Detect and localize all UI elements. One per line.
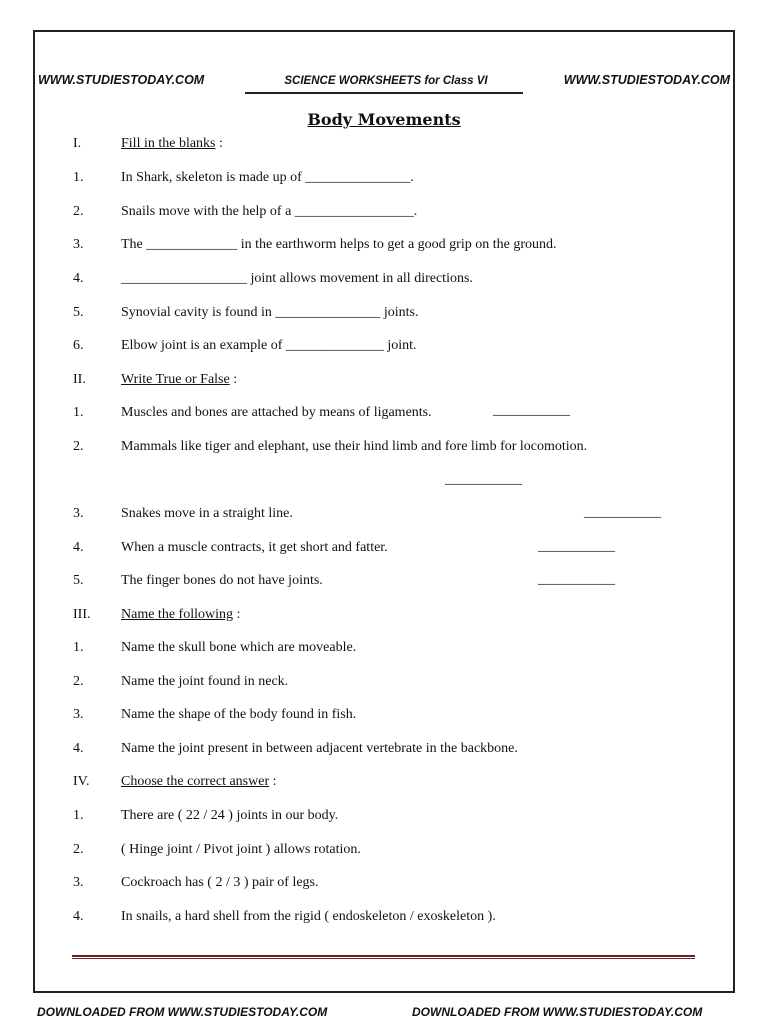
question-text: __________________ joint allows movement in all directions.: [121, 271, 473, 286]
answer-blank: ___________: [493, 403, 570, 418]
question-number: 4.: [73, 909, 84, 924]
section-heading-label: Fill in the blanks: [121, 136, 216, 151]
question-text: Synovial cavity is found in _______________ joints.: [121, 305, 419, 320]
section-heading-label: Choose the correct answer: [121, 774, 270, 789]
page-title: Body Movements: [307, 110, 461, 129]
question-text: Mammals like tiger and elephant, use their hind limb and fore limb for locomotion.: [121, 439, 588, 454]
question-number: 3.: [73, 506, 84, 521]
question-text: Snakes move in a straight line.: [121, 506, 293, 521]
header-left-site: WWW.STUDIESTODAY.COM: [38, 73, 205, 87]
section-heading-suffix: :: [232, 607, 241, 622]
answer-blank: ___________: [538, 539, 615, 554]
question-text: In snails, a hard shell from the rigid ( endoskeleton / exoskeleton ).: [121, 909, 496, 924]
question-text: Name the joint found in neck.: [121, 674, 289, 689]
section-number: I.: [73, 136, 82, 151]
section-heading-suffix: :: [215, 136, 223, 151]
answer-blank: ___________: [445, 472, 522, 487]
question-text: Name the skull bone which are moveable.: [121, 640, 357, 655]
question-number: 4.: [73, 540, 84, 555]
answer-blank: ___________: [538, 572, 615, 587]
question-text: The finger bones do not have joints.: [121, 573, 323, 588]
section-number: IV.: [73, 774, 90, 789]
question-text: There are ( 22 / 24 ) joints in our body.: [121, 808, 339, 823]
question-number: 5.: [73, 305, 84, 320]
question-number: 2.: [73, 842, 84, 857]
question-number: 2.: [73, 439, 84, 454]
question-number: 4.: [73, 271, 84, 286]
section-number: III.: [73, 607, 91, 622]
bottom-rule: [72, 955, 695, 959]
question-number: 2.: [73, 204, 84, 219]
question-number: 6.: [73, 338, 84, 353]
question-number: 1.: [73, 808, 84, 823]
question-number: 1.: [73, 405, 84, 420]
section-heading: [121, 775, 277, 789]
section-heading-label: Write True or False: [121, 372, 230, 387]
section-heading: [121, 137, 223, 151]
footer-left-text: DOWNLOADED FROM WWW.STUDIESTODAY.COM: [37, 1005, 328, 1019]
question-number: 2.: [73, 674, 84, 689]
question-text: Cockroach has ( 2 / 3 ) pair of legs.: [121, 875, 319, 890]
question-number: 3.: [73, 875, 84, 890]
section-heading-label: Name the following: [121, 607, 233, 622]
question-text: ( Hinge joint / Pivot joint ) allows rotation.: [121, 842, 361, 857]
section-heading: [121, 608, 240, 622]
question-text: In Shark, skeleton is made up of _______________.: [121, 170, 414, 185]
header-rule: [245, 92, 523, 94]
question-text: Name the joint present in between adjacent vertebrate in the backbone.: [121, 741, 518, 756]
section-number: II.: [73, 372, 86, 387]
section-heading-suffix: :: [269, 774, 277, 789]
question-text: The _____________ in the earthworm helps to get a good grip on the ground.: [121, 237, 557, 252]
question-number: 5.: [73, 573, 84, 588]
question-text: Name the shape of the body found in fish.: [121, 707, 357, 722]
question-text: When a muscle contracts, it get short and fatter.: [121, 540, 388, 555]
header-worksheet-title: SCIENCE WORKSHEETS for Class VI: [284, 75, 488, 87]
question-text: Muscles and bones are attached by means of ligaments.: [121, 405, 432, 420]
section-heading: [121, 373, 237, 387]
header-right-site: WWW.STUDIESTODAY.COM: [563, 73, 730, 87]
question-number: 4.: [73, 741, 84, 756]
question-text: Elbow joint is an example of ______________ joint.: [121, 338, 417, 353]
answer-blank: ___________: [584, 505, 661, 520]
question-number: 3.: [73, 237, 84, 252]
footer-right-text: DOWNLOADED FROM WWW.STUDIESTODAY.COM: [412, 1005, 703, 1019]
section-heading-suffix: :: [229, 372, 238, 387]
question-text: Snails move with the help of a _________________.: [121, 204, 418, 219]
question-number: 1.: [73, 170, 84, 185]
question-number: 1.: [73, 640, 84, 655]
question-number: 3.: [73, 707, 84, 722]
